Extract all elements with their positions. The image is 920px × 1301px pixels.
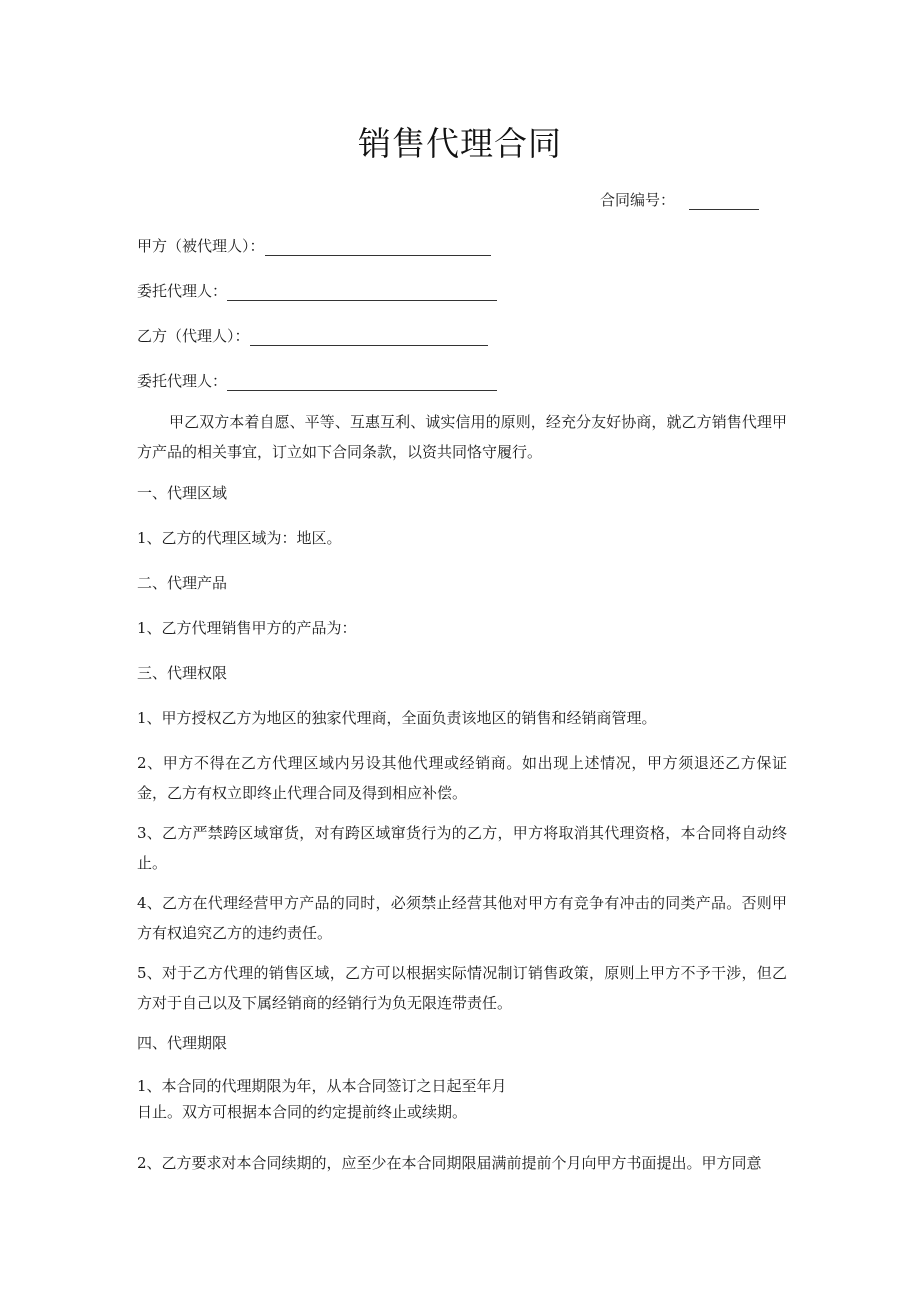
contract-number-blank[interactable] [689,193,759,210]
clause-region-1: 1、乙方的代理区域为：地区。 [137,529,342,547]
clause-authority-2: 2、甲方不得在乙方代理区域内另设其他代理或经销商。如出现上述情况，甲方须退还乙方保证金，乙方有权立即终止代理合同及得到相应补偿。 [137,754,787,802]
party-a-label: 甲方（被代理人）： [137,237,265,255]
section-heading-region: 一、代理区域 [137,484,228,502]
clause-authority-4: 4、乙方在代理经营甲方产品的同时，必须禁止经营其他对甲方有竞争有冲击的同类产品。否则甲方有权追究乙方的违约责任。 [137,894,787,942]
party-b-line [137,325,488,346]
party-b-agent-label: 委托代理人： [137,372,228,390]
party-a-agent-line [137,280,497,301]
party-b-agent-line [137,370,497,391]
clause-authority-1: 1、甲方授权乙方为地区的独家代理商，全面负责该地区的销售和经销商管理。 [137,709,657,727]
party-a-agent-blank[interactable] [227,284,497,301]
party-a-line [137,235,491,256]
clause-term-2: 2、乙方要求对本合同续期的，应至少在本合同期限届满前提前个月向甲方书面提出。甲方同意 [137,1154,762,1172]
clause-term-1 [137,1073,787,1125]
clause-term-1-line2: 日止。双方可根据本合同的约定提前终止或续期。 [137,1103,468,1121]
party-b-label: 乙方（代理人）： [137,327,250,345]
section-heading-products: 二、代理产品 [137,574,228,592]
clause-authority-5: 5、对于乙方代理的销售区域，乙方可以根据实际情况制订销售政策，原则上甲方不予干涉，但乙方对于自己以及下属经销商的经销行为负无限连带责任。 [137,964,787,1012]
party-b-agent-blank[interactable] [227,374,497,391]
preamble-paragraph: 甲乙双方本着自愿、平等、互惠互利、诚实信用的原则，经充分友好协商，就乙方销售代理甲方产品的相关事宜，订立如下合同条款，以资共同恪守履行。 [137,413,787,461]
party-a-agent-label: 委托代理人： [137,282,228,300]
clause-products-1: 1、乙方代理销售甲方的产品为： [137,619,357,637]
section-heading-term: 四、代理期限 [137,1034,228,1052]
clause-authority-3: 3、乙方严禁跨区域窜货，对有跨区域窜货行为的乙方，甲方将取消其代理资格，本合同将自动终止。 [137,824,787,872]
clause-term-1-line1: 1、本合同的代理期限为年，从本合同签订之日起至年月 [137,1077,507,1095]
document-title: 销售代理合同 [358,124,562,163]
party-b-blank[interactable] [250,329,488,346]
party-a-blank[interactable] [265,239,491,256]
section-heading-authority: 三、代理权限 [137,664,228,682]
contract-number-line [600,189,759,210]
contract-number-label: 合同编号： [600,191,676,209]
